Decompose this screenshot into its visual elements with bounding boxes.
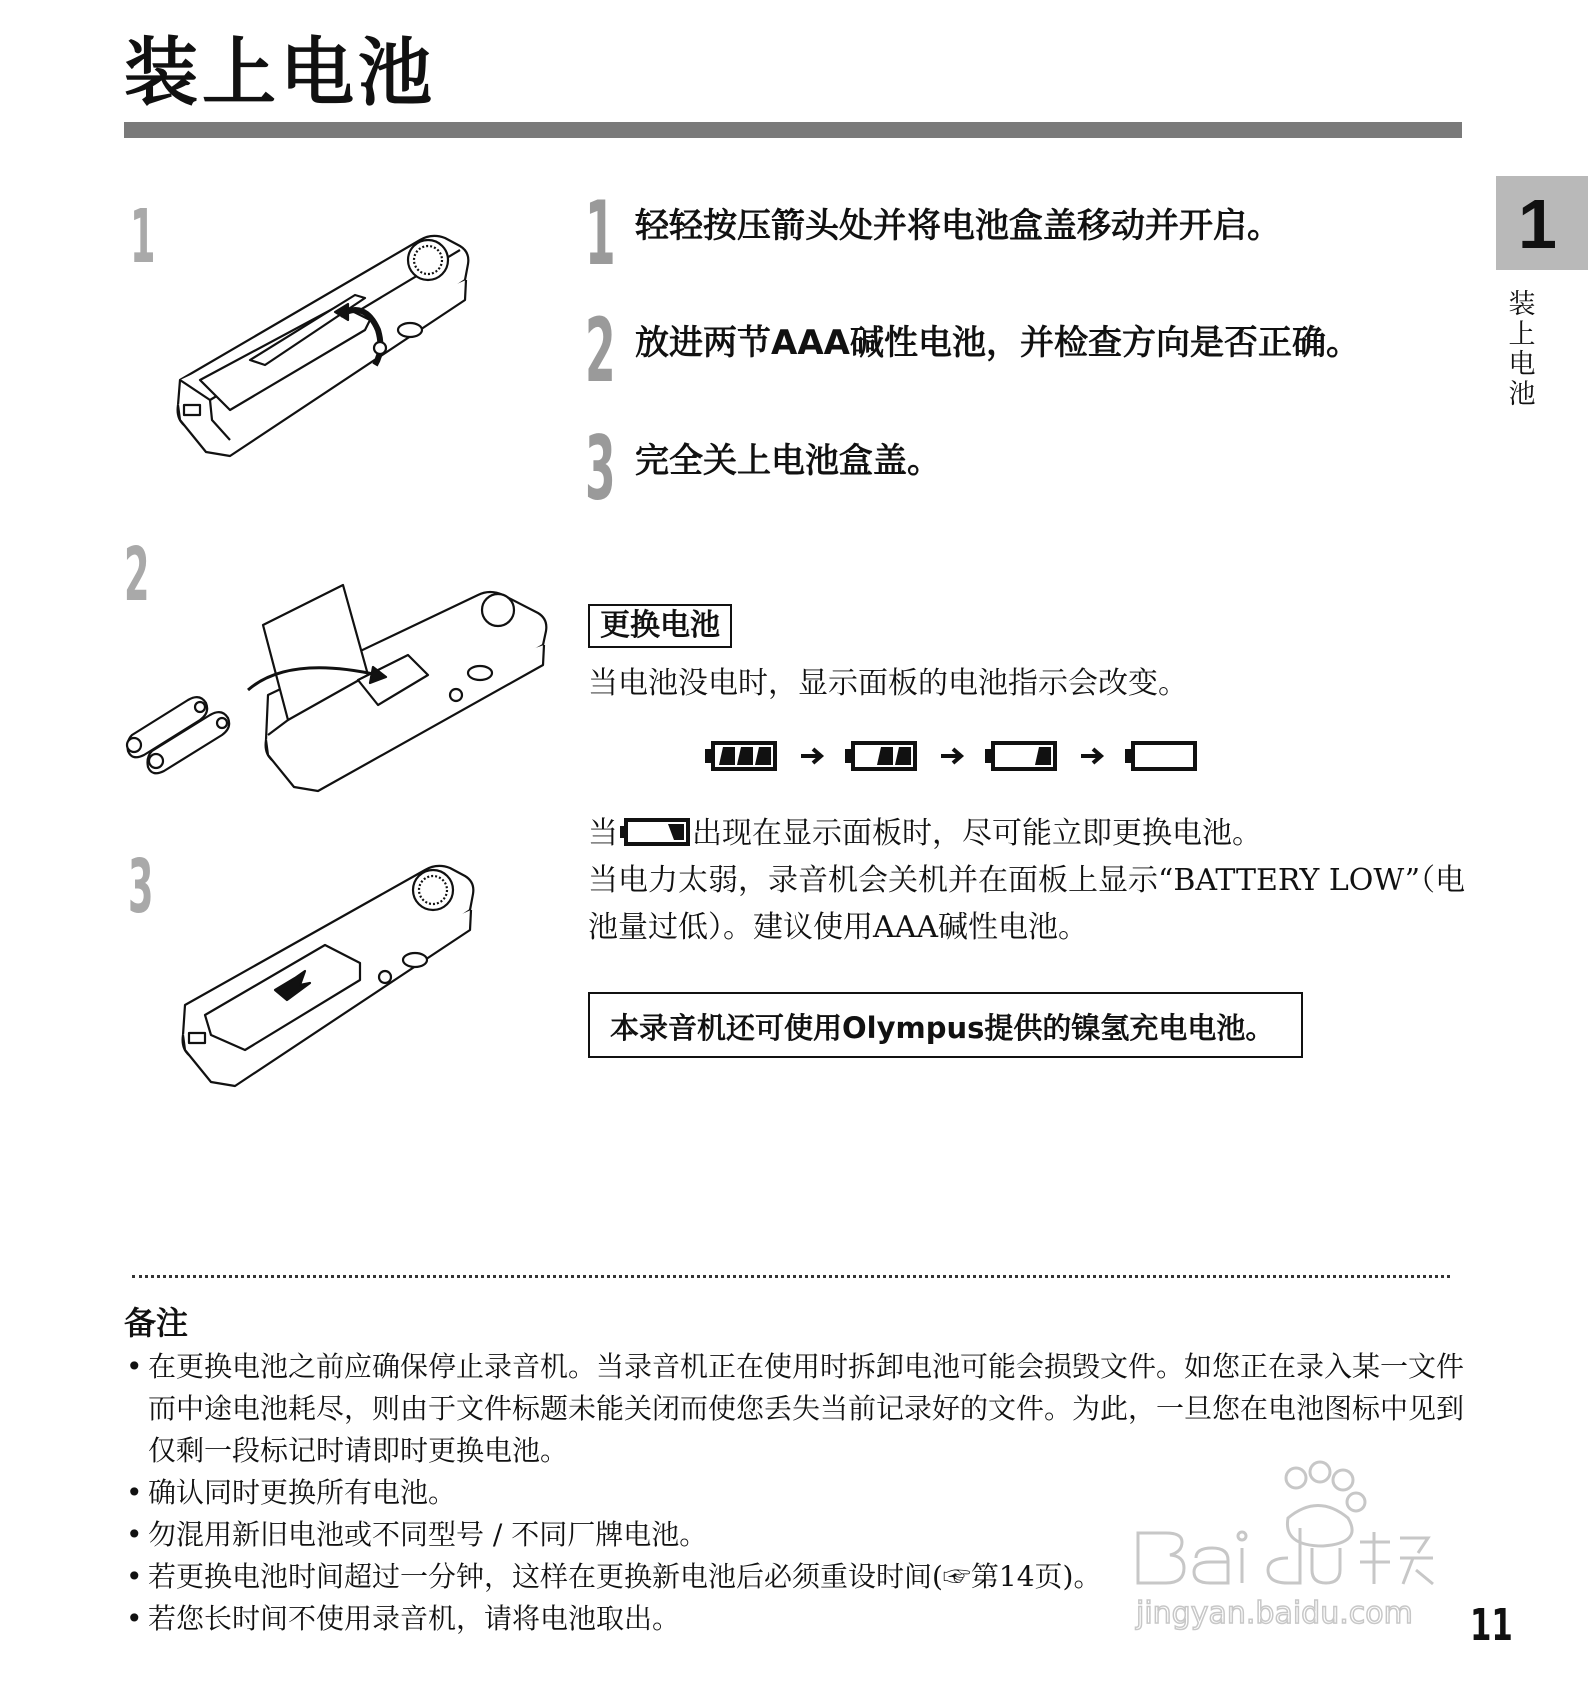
dotted-divider xyxy=(132,1275,1450,1278)
note-line: 在更换电池之前应确保停止录音机。当录音机正在使用时拆卸电池可能会损毁文件。如您正在录入某一文件 xyxy=(148,1350,1465,1383)
notes-heading: 备注 xyxy=(124,1304,189,1342)
replace-intro-text: 当电池没电时，显示面板的电池指示会改变。 xyxy=(588,666,1188,701)
right-arrow-icon xyxy=(941,749,961,763)
close-battery-cover-icon xyxy=(175,855,505,1105)
bullet: • xyxy=(126,1560,143,1593)
battery-segment xyxy=(877,747,893,765)
replace-battery-heading: 更换电池 xyxy=(588,604,732,648)
battery-low-icon xyxy=(618,817,692,847)
figure-number-2: 2 xyxy=(124,532,150,618)
rechargeable-note-box xyxy=(588,992,1303,1058)
battery-level-icon xyxy=(845,743,915,769)
note-line: 而中途电池耗尽，则由于文件标题未能关闭而使您丢失当前记录好的文件。为此，一旦您在电池图标中见到 xyxy=(148,1392,1465,1425)
figure-number-1: 1 xyxy=(130,194,156,280)
title-underline-bar xyxy=(124,122,1462,138)
note-line: 若更换电池时间超过一分钟，这样在更换新电池后必须重设时间(☞第14页)。 xyxy=(148,1560,1102,1593)
battery-segment xyxy=(719,747,735,765)
step-3 xyxy=(585,417,1485,525)
chapter-side-label: 装上电池 xyxy=(1508,289,1536,410)
page-title: 装上电池 xyxy=(124,30,436,116)
step-1 xyxy=(585,182,1485,290)
low-battery-prefix: 当 xyxy=(588,816,618,851)
note-line: 勿混用新旧电池或不同型号 / 不同厂牌电池。 xyxy=(148,1518,708,1551)
note-line: 确认同时更换所有电池。 xyxy=(148,1476,457,1509)
low-battery-suffix: 出现在显示面板时，尽可能立即更换电池。 xyxy=(692,816,1262,851)
insert-batteries-icon xyxy=(118,555,558,795)
battery-segment xyxy=(1035,747,1051,765)
page-number: 11 xyxy=(1470,1600,1513,1651)
battery-level-icon xyxy=(705,743,775,769)
open-battery-cover-icon xyxy=(170,220,510,470)
baidu-jingyan-watermark-logo xyxy=(1128,1458,1488,1638)
watermark-url-text: jingyan.baidu.com xyxy=(1136,1596,1413,1631)
chapter-number: 1 xyxy=(1518,185,1557,263)
battery-segment xyxy=(737,747,753,765)
battery-segment xyxy=(895,747,911,765)
battery-weak-line-1: 当电力太弱，录音机会关机并在面板上显示“BATTERY LOW”（电 xyxy=(588,863,1466,898)
right-arrow-icon xyxy=(1081,749,1101,763)
chapter-tab xyxy=(1496,176,1588,270)
step-number: 3 xyxy=(585,417,616,520)
bullet: • xyxy=(126,1350,143,1383)
step-number: 2 xyxy=(585,299,616,402)
battery-level-icon xyxy=(985,743,1055,769)
low-battery-line xyxy=(588,810,1262,857)
battery-segment xyxy=(755,747,771,765)
battery-level-icon xyxy=(1125,743,1195,769)
step-text: 放进两节AAA碱性电池，并检查方向是否正确。 xyxy=(635,323,1360,363)
note-item xyxy=(124,1346,1474,1472)
step-text: 完全关上电池盒盖。 xyxy=(635,441,941,481)
step-2 xyxy=(585,299,1485,407)
bullet: • xyxy=(126,1476,143,1509)
note-line: 仅剩一段标记时请即时更换电池。 xyxy=(148,1434,569,1467)
step-text: 轻轻按压箭头处并将电池盒盖移动并开启。 xyxy=(635,206,1281,246)
rechargeable-note-text: 本录音机还可使用Olympus提供的镍氢充电电池。 xyxy=(610,1011,1275,1045)
battery-level-sequence xyxy=(705,738,1205,774)
bullet: • xyxy=(126,1518,143,1551)
bullet: • xyxy=(126,1602,143,1635)
figure-number-3: 3 xyxy=(128,844,154,930)
step-number: 1 xyxy=(585,182,616,285)
right-arrow-icon xyxy=(801,749,821,763)
note-line: 若您长时间不使用录音机，请将电池取出。 xyxy=(148,1602,681,1635)
battery-weak-line-2: 池量过低）。建议使用AAA碱性电池。 xyxy=(588,910,1088,945)
